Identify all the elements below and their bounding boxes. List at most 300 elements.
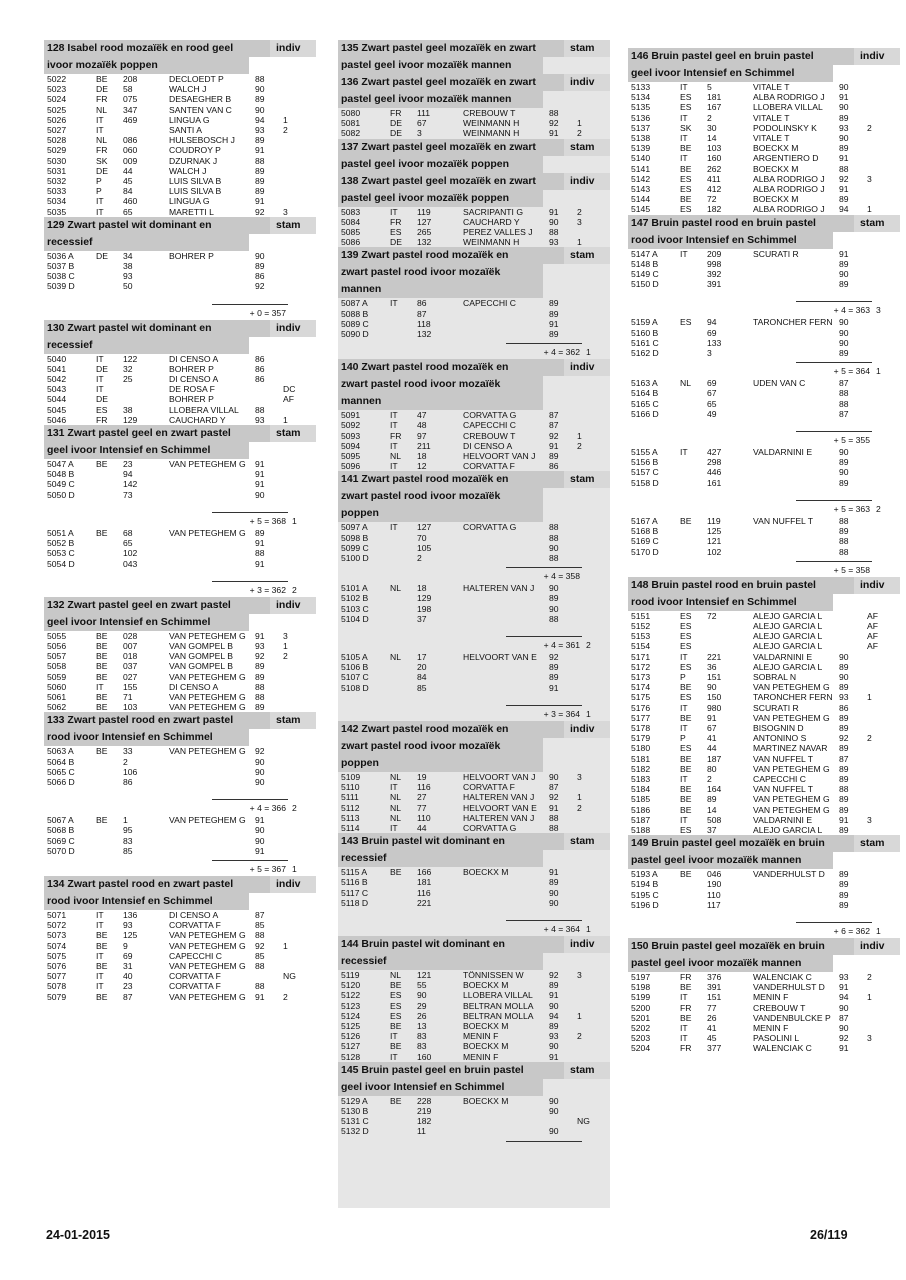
score: 91 [255, 145, 265, 156]
exhibitor-name: SCURATI R [753, 248, 799, 259]
result-row [628, 805, 900, 815]
placing [867, 249, 885, 259]
ring-number: 5028 [47, 135, 67, 146]
placing [867, 269, 885, 279]
country-code: IT [390, 410, 398, 421]
placing: NG [577, 1116, 590, 1127]
country-code: BE [96, 630, 108, 641]
ring-number: 5167 A [631, 515, 658, 526]
score: 88 [839, 546, 849, 557]
class-title: 132 Zwart pastel geel en zwart pastel [44, 597, 270, 614]
placing [283, 176, 301, 186]
exhibitor-name: VAN NUFFEL T [753, 515, 814, 526]
exhibitor-name [753, 388, 839, 398]
team-total [628, 358, 900, 378]
placing [867, 879, 885, 889]
country-code: NL [390, 802, 401, 813]
country-code: IT [390, 1051, 398, 1062]
ring-number: 5114 [341, 822, 360, 833]
placing: NG [283, 971, 296, 982]
ring-number: 5116 B [341, 877, 368, 888]
placing: 3 [577, 771, 582, 782]
placing [283, 469, 301, 479]
score: 89 [839, 722, 849, 733]
class-subtitle-text: recessief [44, 337, 249, 354]
cage-number: 209 [707, 248, 722, 259]
result-row [44, 384, 316, 394]
class-subtitle-pad [833, 594, 879, 611]
exhibitor-name: CORVATTA F [169, 981, 221, 992]
placing [283, 767, 301, 777]
score: 89 [549, 298, 559, 309]
ring-number: 5195 C [631, 889, 659, 900]
placing [283, 271, 301, 281]
exhibitor-name [463, 309, 549, 319]
results-column-3 [628, 40, 900, 1208]
score: 93 [255, 640, 265, 651]
placing: 1 [283, 414, 288, 425]
ring-number: 5149 C [631, 269, 659, 280]
cage-number: 392 [707, 269, 722, 280]
result-row [628, 1013, 900, 1023]
cage-number: 94 [123, 469, 133, 480]
class-kind: indiv [854, 577, 900, 594]
spacer [44, 787, 316, 795]
country-code: FR [390, 430, 402, 441]
exhibitor-name: ALBA RODRIGO J [753, 92, 825, 103]
result-row [628, 652, 900, 662]
result-row [628, 662, 900, 672]
country-code [96, 261, 119, 271]
country-code: ES [680, 661, 692, 672]
placing [867, 102, 885, 112]
exhibitor-name [753, 279, 839, 289]
result-row [628, 692, 900, 702]
ring-number: 5044 [47, 394, 67, 405]
ring-number: 5155 A [631, 447, 658, 458]
exhibitor-name [169, 846, 255, 856]
cage-number: 18 [417, 583, 427, 594]
placing: 1 [283, 114, 288, 125]
score: 88 [255, 691, 265, 702]
ring-number: 5143 [631, 184, 651, 195]
cage-number: 106 [123, 766, 138, 777]
country-code: IT [96, 981, 104, 992]
placing [283, 672, 301, 682]
ring-number: 5046 [47, 414, 67, 425]
country-code: IT [680, 651, 688, 662]
ring-number: 5105 A [341, 652, 368, 663]
exhibitor-name: DZURNAK J [169, 155, 218, 166]
result-row [628, 457, 900, 467]
country-code: DE [96, 363, 108, 374]
placing [283, 490, 301, 500]
result-row [338, 813, 610, 823]
ring-number: 5083 [341, 206, 361, 217]
country-code: IT [680, 773, 688, 784]
score: 92 [549, 430, 559, 441]
ring-number: 5050 D [47, 489, 75, 500]
cage-number: 161 [707, 477, 722, 488]
result-row [628, 774, 900, 784]
country-code [96, 825, 119, 835]
country-code: BE [96, 74, 108, 84]
placing [577, 888, 595, 898]
ring-number: 5170 D [631, 546, 659, 557]
cage-number: 48 [417, 420, 427, 431]
country-code: BE [680, 804, 692, 815]
class-header [628, 577, 900, 594]
ring-number: 5157 C [631, 467, 659, 478]
placing [283, 405, 301, 415]
score: 90 [839, 327, 849, 338]
ring-number: 5096 [341, 461, 361, 472]
class-subtitle [44, 729, 316, 746]
exhibitor-name [463, 672, 549, 682]
ring-number: 5072 [47, 920, 67, 931]
result-row [628, 92, 900, 102]
cage-number: 86 [123, 776, 133, 787]
ring-number: 5138 [631, 133, 651, 144]
cage-number: 508 [707, 814, 722, 825]
exhibitor-name: DI CENSO A [169, 374, 219, 385]
cage-number: 36 [707, 661, 717, 672]
ring-number: 5106 B [341, 662, 369, 673]
class-subtitle-pad [249, 442, 295, 459]
cage-number: 998 [707, 258, 722, 269]
score: 89 [839, 712, 849, 723]
results-column-1 [44, 40, 316, 1208]
country-code: NL [96, 135, 107, 146]
cage-number: 075 [123, 94, 138, 105]
score: 89 [839, 457, 849, 468]
placing: AF [867, 631, 878, 642]
placing [577, 108, 595, 118]
country-code [96, 757, 119, 767]
score: 91 [839, 92, 849, 103]
cage-number: 221 [707, 651, 722, 662]
score: 90 [549, 216, 559, 227]
country-code: IT [96, 114, 104, 125]
placing [867, 662, 885, 672]
score: 90 [839, 102, 849, 113]
exhibitor-name: CAPECCHI C [753, 773, 807, 784]
cage-number: 90 [417, 990, 427, 1001]
cage-number: 33 [123, 746, 133, 757]
result-row [628, 900, 900, 910]
country-code [390, 543, 413, 553]
ring-number: 5117 C [341, 887, 369, 898]
ring-number: 5103 C [341, 603, 369, 614]
exhibitor-name [753, 259, 839, 269]
score: 90 [839, 82, 849, 92]
country-code [96, 469, 119, 479]
team-total-placing: 1 [586, 923, 591, 934]
result-row [628, 733, 900, 743]
exhibitor-name: HELVOORT VAN J [463, 451, 536, 462]
country-code: P [680, 733, 686, 744]
score: 87 [839, 1012, 849, 1023]
class-subtitle [338, 281, 610, 298]
ring-number: 5087 A [341, 298, 368, 309]
exhibitor-name [463, 543, 549, 553]
placing [867, 348, 885, 358]
result-row [628, 879, 900, 889]
country-code [680, 399, 703, 409]
cage-number: 87 [123, 991, 133, 1002]
country-code [680, 338, 703, 348]
placing [577, 319, 595, 329]
country-code: IT [390, 1031, 398, 1042]
cage-number: 181 [707, 92, 722, 103]
score: 87 [839, 753, 849, 764]
exhibitor-name [169, 825, 255, 835]
placing: 1 [577, 1010, 582, 1021]
exhibitor-name: VITALE T [753, 133, 790, 144]
cage-number: 41 [707, 733, 717, 744]
class-subtitle [338, 505, 610, 522]
country-code: FR [680, 971, 692, 982]
class-subtitle [628, 65, 900, 82]
class-kind: stam [564, 471, 610, 488]
cage-number: 129 [417, 593, 432, 604]
placing [867, 113, 885, 123]
team-total-score: + 5 = 367 [212, 858, 288, 876]
class-header [44, 425, 316, 442]
country-code: BE [680, 763, 692, 774]
country-code: IT [680, 248, 688, 259]
score: 90 [839, 1002, 849, 1013]
score: 89 [255, 527, 265, 538]
ring-number: 5177 [631, 712, 651, 723]
exhibitor-name: PASOLINI L [753, 1033, 800, 1044]
cage-number: 376 [707, 971, 722, 982]
cage-number: 2 [707, 112, 712, 123]
score: 91 [839, 248, 849, 259]
placing [577, 1021, 595, 1031]
class-subtitle [44, 57, 316, 74]
cage-number: 71 [123, 691, 133, 702]
ring-number: 5101 A [341, 583, 368, 594]
exhibitor-name: HALTEREN VAN J [463, 812, 535, 823]
class-kind: stam [564, 139, 610, 156]
score [839, 611, 867, 621]
class-kind: indiv [564, 721, 610, 738]
placing [577, 553, 595, 563]
class-header [338, 833, 610, 850]
result-row [628, 102, 900, 112]
ring-number: 5064 B [47, 756, 75, 767]
class-subtitle [628, 594, 900, 611]
cage-number: 119 [707, 515, 721, 526]
class-subtitle-pad [249, 57, 295, 74]
ring-number: 5099 C [341, 542, 369, 553]
country-code: ES [680, 317, 692, 328]
country-code: ES [680, 610, 692, 621]
exhibitor-name [753, 348, 839, 358]
result-row [628, 194, 900, 204]
score: 92 [839, 173, 849, 184]
cage-number [703, 621, 753, 631]
ring-number: 5204 [631, 1043, 651, 1054]
team-total [338, 1137, 610, 1157]
result-row [628, 754, 900, 764]
ring-number: 5140 [631, 153, 651, 164]
country-code: BE [680, 869, 692, 880]
result-row [338, 867, 610, 877]
cage-number: 129 [123, 414, 138, 425]
ring-number: 5163 A [631, 378, 658, 389]
exhibitor-name: MARETTI L [169, 206, 214, 217]
result-row [628, 338, 900, 348]
result-row [338, 792, 610, 802]
class-title: 142 Zwart pastel rood mozaïëk en [338, 721, 564, 738]
exhibitor-name [463, 877, 549, 887]
cage-number: 103 [707, 143, 722, 154]
ring-number: 5122 [341, 990, 361, 1001]
score: 91 [255, 630, 265, 641]
country-code: ES [680, 743, 692, 754]
exhibitor-name: DI CENSO A [169, 681, 219, 692]
placing [867, 447, 885, 457]
ring-number: 5113 [341, 812, 360, 823]
score: 93 [839, 971, 849, 982]
class-title: 129 Zwart pastel wit dominant en [44, 217, 270, 234]
class-subtitle-pad [833, 955, 879, 972]
exhibitor-name: VALDARNINI E [753, 814, 813, 825]
ring-number: 5154 [631, 641, 651, 652]
team-total-score: + 0 = 357 [212, 302, 288, 320]
placing [867, 713, 885, 723]
ring-number: 5086 [341, 237, 361, 248]
cage-number: 119 [417, 206, 431, 217]
exhibitor-name: SACRIPANTI G [463, 206, 524, 217]
class-kind: indiv [854, 48, 900, 65]
exhibitor-name: CORVATTA G [463, 522, 517, 533]
result-row [628, 82, 900, 92]
score: 91 [839, 814, 849, 825]
class-kind: stam [270, 712, 316, 729]
result-row [338, 553, 610, 563]
country-code [390, 888, 413, 898]
exhibitor-name: BOECKX M [463, 867, 509, 878]
score: 88 [839, 163, 849, 174]
class-kind: stam [854, 215, 900, 232]
country-code: ES [680, 92, 692, 103]
score: 88 [839, 784, 849, 795]
team-total [44, 577, 316, 597]
exhibitor-name [169, 281, 255, 291]
class-subtitle-text: rood ivoor Intensief en Schimmel [44, 893, 249, 910]
cage-number: 38 [123, 404, 133, 415]
country-code: BE [96, 960, 108, 971]
score: 89 [549, 451, 559, 462]
score: 93 [549, 237, 559, 248]
ring-number: 5166 D [631, 408, 659, 419]
country-code: ES [680, 204, 692, 215]
exhibitor-name: VAN PETEGHEM G [753, 804, 830, 815]
result-row [44, 354, 316, 364]
result-row [44, 548, 316, 558]
result-row [338, 543, 610, 553]
cage-number: 132 [417, 237, 432, 248]
score: 89 [549, 662, 559, 673]
score: 89 [839, 143, 849, 154]
score: 89 [839, 824, 849, 835]
cage-number: 97 [417, 430, 427, 441]
country-code: ES [680, 102, 692, 113]
result-row [338, 672, 610, 682]
ring-number: 5035 [47, 206, 67, 217]
exhibitor-name: ALEJO GARCIA L [753, 620, 823, 631]
ring-number: 5173 [631, 671, 651, 682]
cage-number: 391 [707, 982, 722, 993]
ring-number: 5175 [631, 692, 651, 703]
class-header [338, 721, 610, 738]
ring-number: 5147 A [631, 248, 658, 259]
result-row [628, 992, 900, 1002]
cage-number: 182 [707, 204, 722, 215]
result-row [338, 970, 610, 980]
score: 91 [839, 184, 849, 195]
country-code: BE [680, 794, 692, 805]
exhibitor-name: CREBOUW T [463, 430, 516, 441]
result-row [44, 702, 316, 712]
placing: 3 [577, 969, 582, 980]
result-row [44, 196, 316, 206]
class-title: 141 Zwart pastel rood mozaïëk en [338, 471, 564, 488]
score: 92 [549, 792, 559, 803]
result-row [338, 1041, 610, 1051]
country-code: IT [390, 461, 398, 472]
result-row [44, 951, 316, 961]
placing [577, 1106, 595, 1116]
result-row [628, 1033, 900, 1043]
placing: AF [867, 620, 878, 631]
spacer [44, 500, 316, 508]
cage-number [119, 125, 169, 135]
placing [283, 251, 301, 261]
exhibitor-name: ALEJO GARCIA L [753, 661, 823, 672]
country-code: DE [96, 84, 108, 95]
class-subtitle-text: zwart pastel rood ivoor mozaïëk [338, 264, 543, 281]
exhibitor-name: SANTI A [169, 125, 202, 136]
placing [867, 153, 885, 163]
country-code: NL [390, 771, 401, 782]
result-row [44, 641, 316, 651]
team-total-placing [288, 302, 316, 320]
exhibitor-name: DE ROSA F [169, 384, 215, 395]
exhibitor-name: BOECKX M [463, 1020, 509, 1031]
result-row [44, 651, 316, 661]
result-row [44, 981, 316, 991]
placing [867, 164, 885, 174]
cage-number [119, 394, 169, 404]
class-subtitle-text: pastel geel ivoor mozaïëk mannen [338, 57, 543, 74]
placing [577, 583, 595, 593]
cage-number: 151 [707, 992, 722, 1003]
placing: DC [283, 384, 296, 395]
cage-number: 105 [417, 542, 432, 553]
placing [867, 547, 885, 557]
placing [577, 543, 595, 553]
result-row [44, 941, 316, 951]
ring-number: 5030 [47, 155, 67, 166]
ring-number: 5120 [341, 980, 361, 991]
cage-number: 103 [123, 702, 138, 713]
cage-number: 118 [417, 318, 431, 329]
cage-number: 027 [123, 671, 138, 682]
